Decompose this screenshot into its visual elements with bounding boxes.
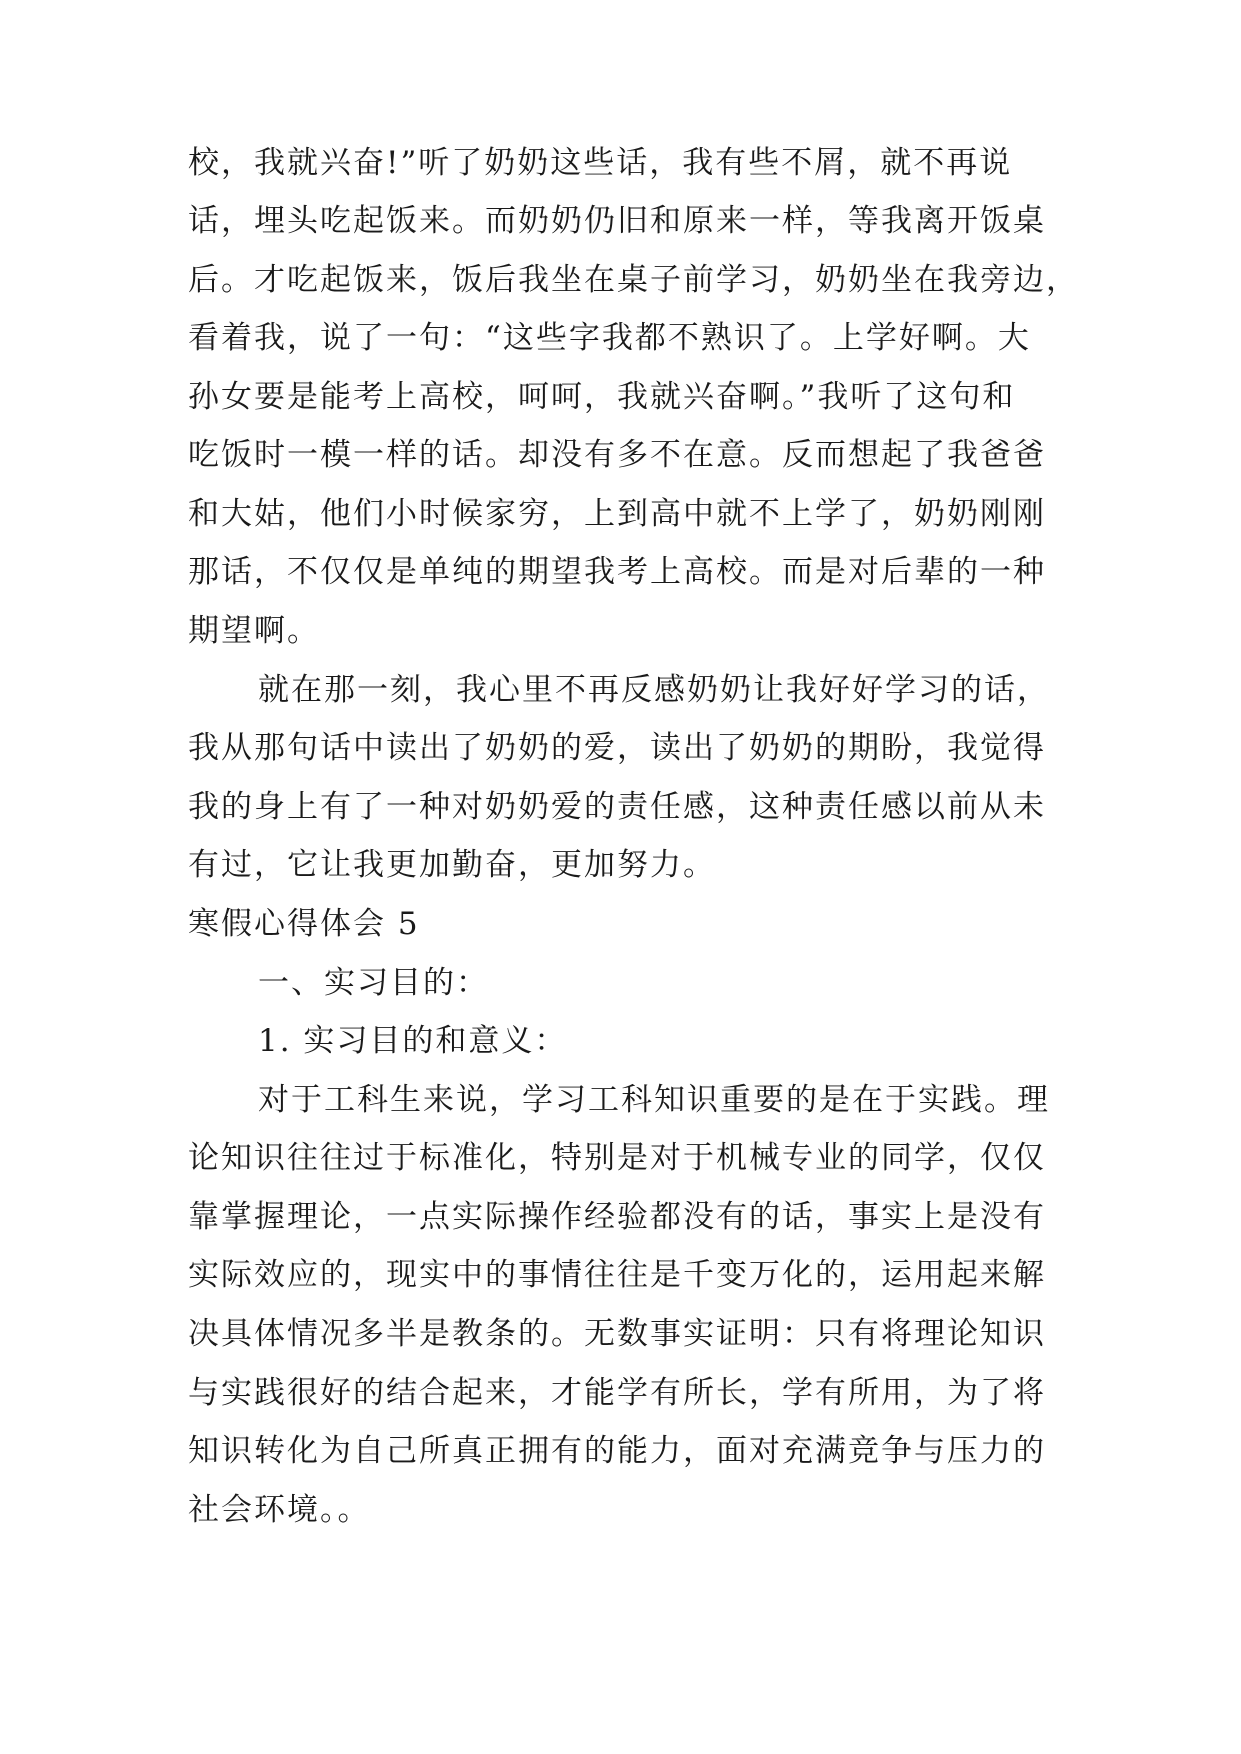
text-line: 和大姑，他们小时候家穷，上到高中就不上学了，奶奶刚刚 <box>188 496 1046 532</box>
text-line: 我从那句话中读出了奶奶的爱，读出了奶奶的期盼，我觉得 <box>188 730 1046 766</box>
text-line: 吃饭时一模一样的话。却没有多不在意。反而想起了我爸爸 <box>188 437 1046 473</box>
text-line: 社会环境。。 <box>188 1492 371 1528</box>
text-line: 与实践很好的结合起来，才能学有所长，学有所用，为了将 <box>188 1375 1046 1411</box>
text-line: 实际效应的，现实中的事情往往是千变万化的，运用起来解 <box>188 1257 1046 1293</box>
text-line: 看着我，说了一句：“这些字我都不熟识了。上学好啊。大 <box>188 320 1031 356</box>
text-line: 孙女要是能考上高校，呵呵，我就兴奋啊。”我听了这句和 <box>188 379 1016 415</box>
text-line: 我的身上有了一种对奶奶爱的责任感，这种责任感以前从未 <box>188 789 1046 825</box>
text-line: 靠掌握理论，一点实际操作经验都没有的话，事实上是没有 <box>188 1199 1046 1235</box>
text-line: 论知识往往过于标准化，特别是对于机械专业的同学，仅仅 <box>188 1140 1046 1176</box>
text-line: 知识转化为自己所真正拥有的能力，面对充满竞争与压力的 <box>188 1433 1046 1469</box>
paragraph-first-line: 就在那一刻，我心里不再反感奶奶让我好好学习的话， <box>258 672 1050 708</box>
text-line: 决具体情况多半是教条的。无数事实证明：只有将理论知识 <box>188 1316 1046 1352</box>
text-line: 校，我就兴奋!”听了奶奶这些话，我有些不屑，就不再说 <box>188 145 1013 181</box>
subheading: 一、实习目的： <box>258 965 489 1001</box>
text-line: 期望啊。 <box>188 613 320 649</box>
text-line: 后。才吃起饭来，饭后我坐在桌子前学习，奶奶坐在我旁边， <box>188 262 1079 298</box>
paragraph-first-line: 对于工科生来说，学习工科知识重要的是在于实践。理 <box>258 1082 1050 1118</box>
text-line: 那话，不仅仅是单纯的期望我考上高校。而是对后辈的一种 <box>188 554 1046 590</box>
section-heading: 寒假心得体会 5 <box>188 906 420 942</box>
subheading: 1. 实习目的和意义： <box>258 1023 568 1059</box>
text-line: 话，埋头吃起饭来。而奶奶仍旧和原来一样，等我离开饭桌 <box>188 203 1046 239</box>
text-line: 有过，它让我更加勤奋，更加努力。 <box>188 847 716 883</box>
